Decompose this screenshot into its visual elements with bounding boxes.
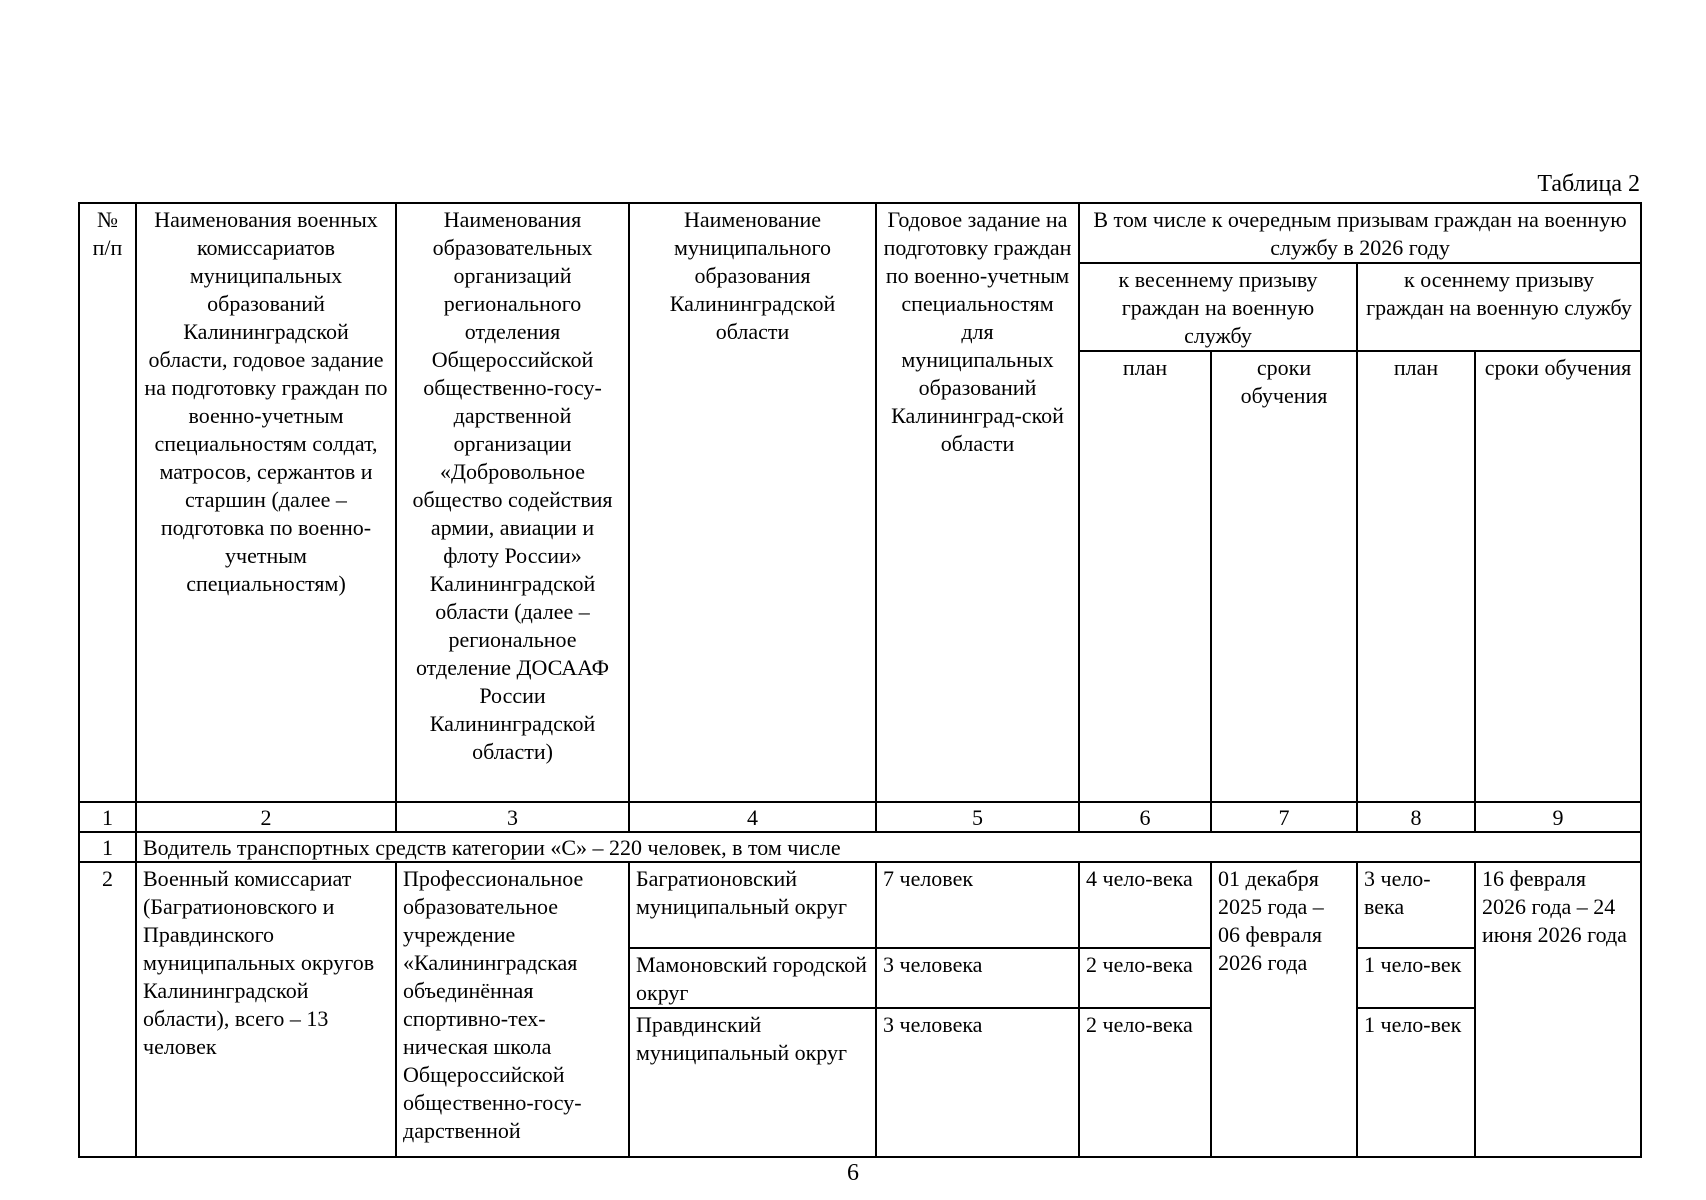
header-autumn-plan: план (1357, 351, 1475, 802)
row-number: 2 (79, 862, 136, 1157)
spring-plan-cell: 4 чело-века (1079, 862, 1211, 948)
autumn-plan-cell: 1 чело-век (1357, 948, 1475, 1008)
page-number: 6 (847, 1160, 859, 1186)
category-number: 1 (79, 832, 136, 862)
column-number: 9 (1475, 802, 1641, 832)
column-number: 1 (79, 802, 136, 832)
annual-task-cell: 3 человека (876, 948, 1079, 1008)
autumn-terms-cell: 16 февраля 2026 года – 24 июня 2026 года (1475, 862, 1641, 1157)
autumn-plan-cell: 1 чело-век (1357, 1008, 1475, 1157)
column-number: 2 (136, 802, 396, 832)
column-number: 6 (1079, 802, 1211, 832)
column-number: 7 (1211, 802, 1357, 832)
header-autumn: к осеннему призыву граждан на военную службу (1357, 263, 1641, 351)
header-commissariats: Наименования военных комиссариатов муниципальных образований Калининградской области, годовое задание на подготовку граждан по военно-учетным специальностям солдат, матросов, сержантов и старшин (далее – подготовка по военно-учетным специальностям) (136, 203, 396, 802)
category-title: Водитель транспортных средств категории «С» – 220 человек, в том числе (136, 832, 1641, 862)
header-municipality: Наименование муниципального образования Калининградской области (629, 203, 876, 802)
annual-task-cell: 3 человека (876, 1008, 1079, 1157)
spring-terms-cell: 01 декабря 2025 года – 06 февраля 2026 года (1211, 862, 1357, 1157)
header-organizations: Наименования образовательных организаций регионального отделения Общероссийской общественно-госу-дарственной организации «Добровольное общество содействия армии, авиации и флоту России» Калининградской области (далее – региональное отделение ДОСААФ России Калининградской области) (396, 203, 629, 802)
column-number: 3 (396, 802, 629, 832)
spring-plan-cell: 2 чело-века (1079, 1008, 1211, 1157)
column-number: 5 (876, 802, 1079, 832)
municipality-cell: Правдинский муниципальный округ (629, 1008, 876, 1157)
commissariat-cell: Военный комиссариат (Багратионовского и Правдинского муниципальных округов Калининградской области), всего – 13 человек (136, 862, 396, 1157)
annual-task-cell: 7 человек (876, 862, 1079, 948)
header-number: № п/п (79, 203, 136, 802)
table-label: Таблица 2 (1537, 171, 1640, 197)
municipality-cell: Багратионовский муниципальный округ (629, 862, 876, 948)
header-autumn-terms: сроки обучения (1475, 351, 1641, 802)
municipality-cell: Мамоновский городской округ (629, 948, 876, 1008)
column-number: 4 (629, 802, 876, 832)
organization-cell: Профессиональное образовательное учреждение «Калининградская объединённая спортивно-тех-ническая школа Общероссийской общественно-госу-дарственной (396, 862, 629, 1157)
header-group: В том числе к очередным призывам граждан на военную службу в 2026 году (1079, 203, 1641, 263)
autumn-plan-cell: 3 чело-века (1357, 862, 1475, 948)
header-spring: к весеннему призыву граждан на военную службу (1079, 263, 1357, 351)
header-spring-terms: сроки обучения (1211, 351, 1357, 802)
spring-plan-cell: 2 чело-века (1079, 948, 1211, 1008)
header-spring-plan: план (1079, 351, 1211, 802)
data-table (78, 202, 1642, 1158)
column-number: 8 (1357, 802, 1475, 832)
header-annual-task: Годовое задание на подготовку граждан по военно-учетным специальностям для муниципальных образований Калининград-ской области (876, 203, 1079, 802)
